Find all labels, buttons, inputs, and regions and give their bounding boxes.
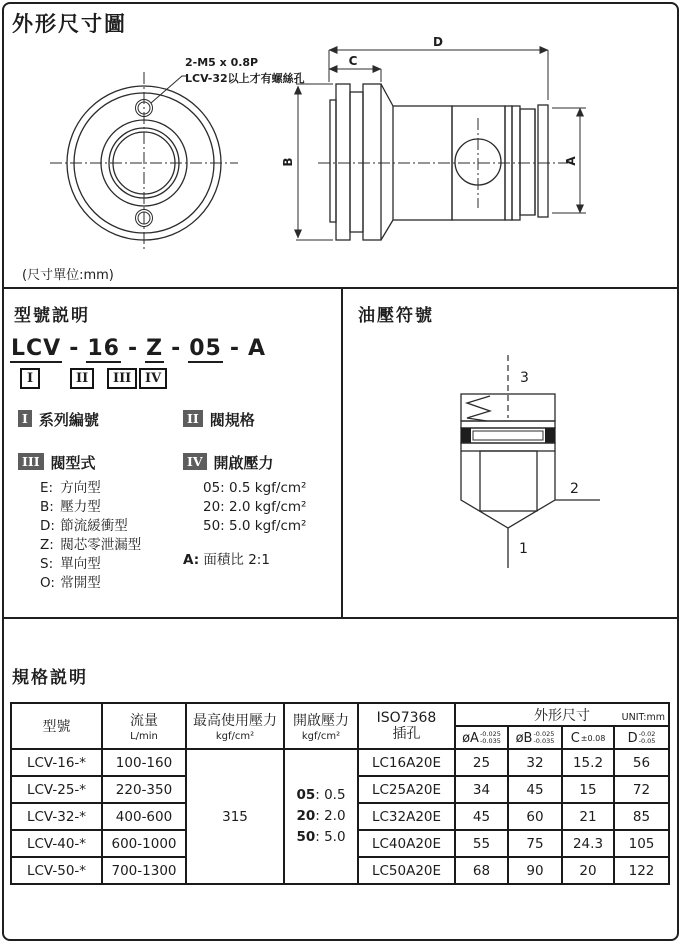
valve-type-header	[18, 452, 183, 473]
marker-box-4: IV	[139, 368, 167, 389]
cell-flow: 600-1000	[102, 830, 186, 857]
cell-flow: 400-600	[102, 803, 186, 830]
valve-type-section	[18, 452, 183, 593]
dim-label-d: D	[433, 35, 443, 49]
cell-model: LCV-16-*	[11, 749, 102, 776]
cell-iso: LC50A20E	[358, 857, 455, 884]
port-1-label: 1	[519, 541, 528, 557]
cell-model: LCV-40-*	[11, 830, 102, 857]
separator: -	[69, 336, 80, 361]
dim-label-a: A	[564, 156, 578, 166]
model-segment-series: LCV	[11, 336, 62, 361]
legend-label-spec: 閥規格	[209, 411, 255, 429]
list-item: 50: 5.0 kgf/cm²	[203, 518, 307, 534]
marker-box-1: I	[20, 368, 40, 389]
cell-opening-pressure: 05: 0.5 20: 2.0 50: 5.0	[284, 749, 358, 884]
opening-pressure-section	[183, 452, 338, 593]
model-number	[10, 336, 267, 363]
col-header-opening-pressure: 開啟壓力 kgf/cm²	[284, 703, 358, 749]
model-section-title: 型號説明	[14, 306, 90, 326]
opening-pressure-label: 開啟壓力	[213, 454, 274, 472]
symbol-section-title: 油壓符號	[358, 306, 434, 326]
valve-type-label: 閥型式	[50, 454, 96, 472]
cell-flow: 100-160	[102, 749, 186, 776]
dimension-drawing-svg	[0, 0, 681, 287]
table-row	[11, 749, 669, 776]
side-view	[318, 84, 568, 240]
col-header-dimensions: 外形尺寸 UNIT:mm	[455, 703, 669, 726]
list-item: O: 常開型	[40, 575, 101, 591]
cell-model: LCV-50-*	[11, 857, 102, 884]
roman-chip-2: II	[183, 410, 203, 427]
cell-dim-a: 55	[455, 830, 508, 857]
code-sections	[18, 452, 338, 593]
model-segment-pressure: 05	[189, 336, 222, 361]
list-item: E: 方向型	[40, 480, 101, 496]
dim-label-b: B	[281, 157, 295, 167]
cell-dim-a: 68	[455, 857, 508, 884]
legend-item-series	[18, 409, 183, 430]
list-item: S: 單向型	[40, 556, 101, 572]
marker-box-2: II	[70, 368, 94, 389]
list-item: 20: 2.0 kgf/cm²	[203, 499, 307, 515]
cell-dim-c: 15.2	[562, 749, 614, 776]
col-header-model: 型號	[11, 703, 102, 749]
cell-model: LCV-25-*	[11, 776, 102, 803]
col-header-d: D -0.02 -0.05	[614, 726, 669, 749]
dim-label-c: C	[348, 54, 358, 68]
list-item: Z: 閥芯零泄漏型	[40, 537, 142, 553]
front-view	[50, 72, 238, 252]
list-item: B: 壓力型	[40, 499, 101, 515]
roman-chip-4: IV	[183, 453, 207, 470]
cell-flow: 220-350	[102, 776, 186, 803]
cell-dim-c: 20	[562, 857, 614, 884]
roman-chip-1: I	[18, 410, 32, 427]
separator: -	[171, 336, 182, 361]
col-header-dia-a: øA -0.025 -0.035	[455, 726, 508, 749]
model-segment-type: Z	[146, 336, 164, 361]
dimension-drawing-title: 外形尺寸圖	[12, 12, 127, 36]
cell-iso: LC16A20E	[358, 749, 455, 776]
legend-item-spec	[183, 409, 338, 430]
spec-table	[10, 702, 670, 885]
cell-dim-b: 90	[508, 857, 562, 884]
port-3-label: 3	[520, 370, 529, 386]
cell-dim-c: 15	[562, 776, 614, 803]
cell-dim-a: 25	[455, 749, 508, 776]
cell-dim-d: 105	[614, 830, 669, 857]
cell-model: LCV-32-*	[11, 803, 102, 830]
spec-section-title: 規格説明	[12, 668, 88, 688]
unit-note: (尺寸單位:mm)	[22, 268, 114, 283]
cell-dim-a: 34	[455, 776, 508, 803]
separator: -	[229, 336, 240, 361]
opening-pressure-header	[183, 452, 338, 473]
cell-dim-d: 85	[614, 803, 669, 830]
cell-iso: LC40A20E	[358, 830, 455, 857]
dimension-lines	[296, 50, 586, 240]
hydraulic-symbol	[461, 355, 600, 568]
model-marker-row	[0, 368, 340, 392]
col-header-iso-cavity: ISO7368 插孔	[358, 703, 455, 749]
hydraulic-symbol-svg	[341, 287, 681, 617]
opening-pressure-list	[203, 479, 338, 536]
cell-dim-a: 45	[455, 803, 508, 830]
thread-note-line1: 2-M5 x 0.8P	[185, 56, 259, 69]
port-2-label: 2	[570, 481, 579, 497]
area-ratio-note: A: 面積比 2:1	[183, 552, 270, 568]
valve-type-list	[40, 479, 183, 593]
col-header-max-pressure: 最高使用壓力 kgf/cm²	[186, 703, 284, 749]
cell-dim-c: 21	[562, 803, 614, 830]
col-header-c: C ±0.08	[562, 726, 614, 749]
cell-flow: 700-1300	[102, 857, 186, 884]
cell-dim-c: 24.3	[562, 830, 614, 857]
cell-dim-b: 32	[508, 749, 562, 776]
list-item: 05: 0.5 kgf/cm²	[203, 480, 307, 496]
cell-iso: LC32A20E	[358, 803, 455, 830]
list-item: D: 節流緩衝型	[40, 518, 128, 534]
thread-note-line2: LCV-32以上才有螺絲孔	[185, 72, 305, 85]
cell-dim-b: 60	[508, 803, 562, 830]
cell-max-pressure: 315	[186, 749, 284, 884]
separator: -	[127, 336, 139, 361]
unit-mm-label: UNIT:mm	[621, 712, 665, 723]
marker-box-3: III	[107, 368, 137, 389]
col-header-flow: 流量 L/min	[102, 703, 186, 749]
cell-dim-b: 45	[508, 776, 562, 803]
roman-chip-3: III	[18, 453, 44, 470]
section-divider-2	[4, 617, 677, 619]
cell-iso: LC25A20E	[358, 776, 455, 803]
cell-dim-d: 122	[614, 857, 669, 884]
cell-dim-b: 75	[508, 830, 562, 857]
cell-dim-d: 56	[614, 749, 669, 776]
col-header-dia-b: øB -0.025 -0.035	[508, 726, 562, 749]
marker-legend	[18, 409, 338, 430]
cell-dim-d: 72	[614, 776, 669, 803]
model-segment-size: 16	[87, 336, 120, 361]
spring-symbol	[467, 396, 490, 421]
legend-label-series: 系列編號	[38, 411, 99, 429]
model-segment-area: A	[247, 336, 266, 361]
